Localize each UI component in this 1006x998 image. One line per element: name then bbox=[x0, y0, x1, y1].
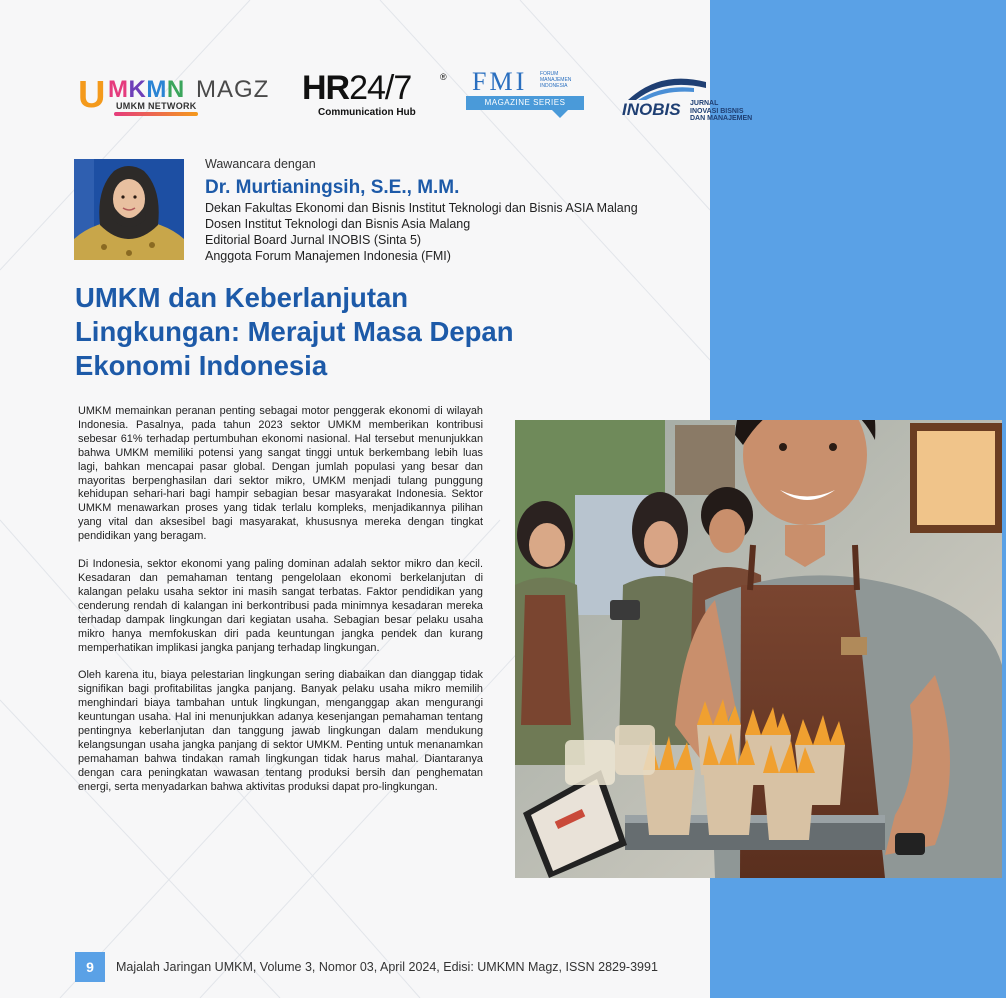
inobis-arc-icon bbox=[624, 72, 708, 102]
fmi-logo-side-text: FORUM MANAJEMEN INDONESIA bbox=[540, 71, 572, 89]
inobis-logo-side: JURNAL INOVASI BISNIS DAN MANAJEMEN bbox=[690, 100, 753, 122]
hr247-logo-subtitle: Communication Hub bbox=[318, 107, 416, 118]
page-number: 9 bbox=[75, 952, 105, 982]
article-paragraph: UMKM memainkan peranan penting sebagai motor penggerak ekonomi di wilayah Indonesia. Pasalnya, pada tahun 2023 sektor UMKM memberikan kontribusi sebesar 61% terhadap pertumbuhan ekonomi nasional. Hal tersebut menunjukkan bahwa UMKM memiliki potensi yang sangat tinggi untuk berkembang lebih luas lagi, bahkan mencapai pasar global. Dengan jumlah populasi yang besar dan mayoritas berpenghasilan dari sektor mikro, UMKM menjadi tulang punggung kehidupan sehari-hari bagi hampir sebagian besar masyarakat Indonesia. Sektor UMKM menawarkan proses yang tidak terlalu kompleks, menjadikannya pilihan yang vital dan aksesibel bagi masyarakat, khususnya mereka dengan tingkat pendidikan yang beragam. bbox=[78, 405, 483, 543]
umkmn-swoosh-icon bbox=[114, 112, 198, 116]
author-role: Dosen Institut Teknologi dan Bisnis Asia Malang bbox=[205, 217, 471, 231]
author-role: Editorial Board Jurnal INOBIS (Sinta 5) bbox=[205, 233, 422, 247]
author-role: Dekan Fakultas Ekonomi dan Bisnis Institut Teknologi dan Bisnis ASIA Malang bbox=[205, 201, 638, 215]
hr247-logo bbox=[302, 70, 452, 120]
interview-label: Wawancara dengan bbox=[205, 157, 316, 171]
author-photo bbox=[74, 159, 184, 260]
ribbon-tail-icon bbox=[552, 110, 568, 118]
article-title-line: Ekonomi Indonesia bbox=[75, 350, 328, 381]
fmi-logo bbox=[466, 68, 586, 124]
author-info bbox=[205, 157, 685, 264]
article-body bbox=[78, 405, 483, 809]
registered-icon: ® bbox=[440, 72, 447, 82]
article-title-line: UMKM dan Keberlanjutan bbox=[75, 282, 409, 313]
author-name: Dr. Murtianingsih, S.E., M.M. bbox=[205, 177, 460, 198]
umkmn-magz-logo bbox=[78, 74, 278, 120]
inobis-logo-word: INOBIS bbox=[622, 100, 681, 119]
footer-citation: Majalah Jaringan UMKM, Volume 3, Nomor 03, April 2024, Edisi: UMKMN Magz, ISSN 2829-3991 bbox=[116, 960, 658, 974]
inobis-logo bbox=[622, 72, 762, 124]
umkmn-logo-magz: MAGZ bbox=[196, 76, 270, 103]
article-paragraph: Di Indonesia, sektor ekonomi yang paling dominan adalah sektor mikro dan kecil. Kesadaran dan pemahaman tentang pengelolaan ekonomi berkelanjutan di kalangan pelaku usaha sektor ini masih sangat terbatas. Faktor pendidikan yang cenderung rendah di kalangan ini berkontribusi pada minimnya kesadaran mereka terhadap dampak lingkungan dari kegiatan usaha. Sebagian besar pelaku usaha mikro hanya memfokuskan diri pada keuntungan jangka pendek dan kurang memperhatikan implikasi jangka panjang terhadap lingkungan. bbox=[78, 558, 483, 654]
article-title-line: Lingkungan: Merajut Masa Depan bbox=[75, 316, 514, 347]
umkmn-logo-network: UMKM NETWORK bbox=[116, 101, 197, 111]
fmi-logo-letters: FMI bbox=[472, 67, 528, 96]
hr247-logo-mark: HR24/7 bbox=[302, 69, 412, 107]
author-role: Anggota Forum Manajemen Indonesia (FMI) bbox=[205, 249, 451, 263]
umkmn-logo-letters: MKMN bbox=[108, 76, 185, 103]
article-paragraph: Oleh karena itu, biaya pelestarian lingkungan sering diabaikan dan dianggap tidak signifikan bagi profitabilitas jangka panjang. Banyak pelaku usaha mikro memilih menghindari biaya tambahan untuk lingkungan, menganggap akan mengurangi keuntungan usaha. Hal ini menunjukkan adanya kesenjangan pemahaman tentang pentingnya keberlanjutan dan tanggung jawab lingkungan dalam mendukung kelangsungan usaha jangka panjang di sektor UMKM. Penting untuk menanamkan pemahaman bahwa tindakan ramah lingkungan tidak harus mahal. Diantaranya dengan cara peningkatan wawasan tentang produksi bersih dan penghematan energi, serta menyadarkan bahwa aktivitas produksi dapat pro-lingkungan. bbox=[78, 669, 483, 793]
fmi-ribbon: MAGAZINE SERIES bbox=[466, 96, 584, 110]
vendor-photo bbox=[515, 345, 1002, 878]
umkmn-logo-u: U bbox=[78, 74, 106, 116]
